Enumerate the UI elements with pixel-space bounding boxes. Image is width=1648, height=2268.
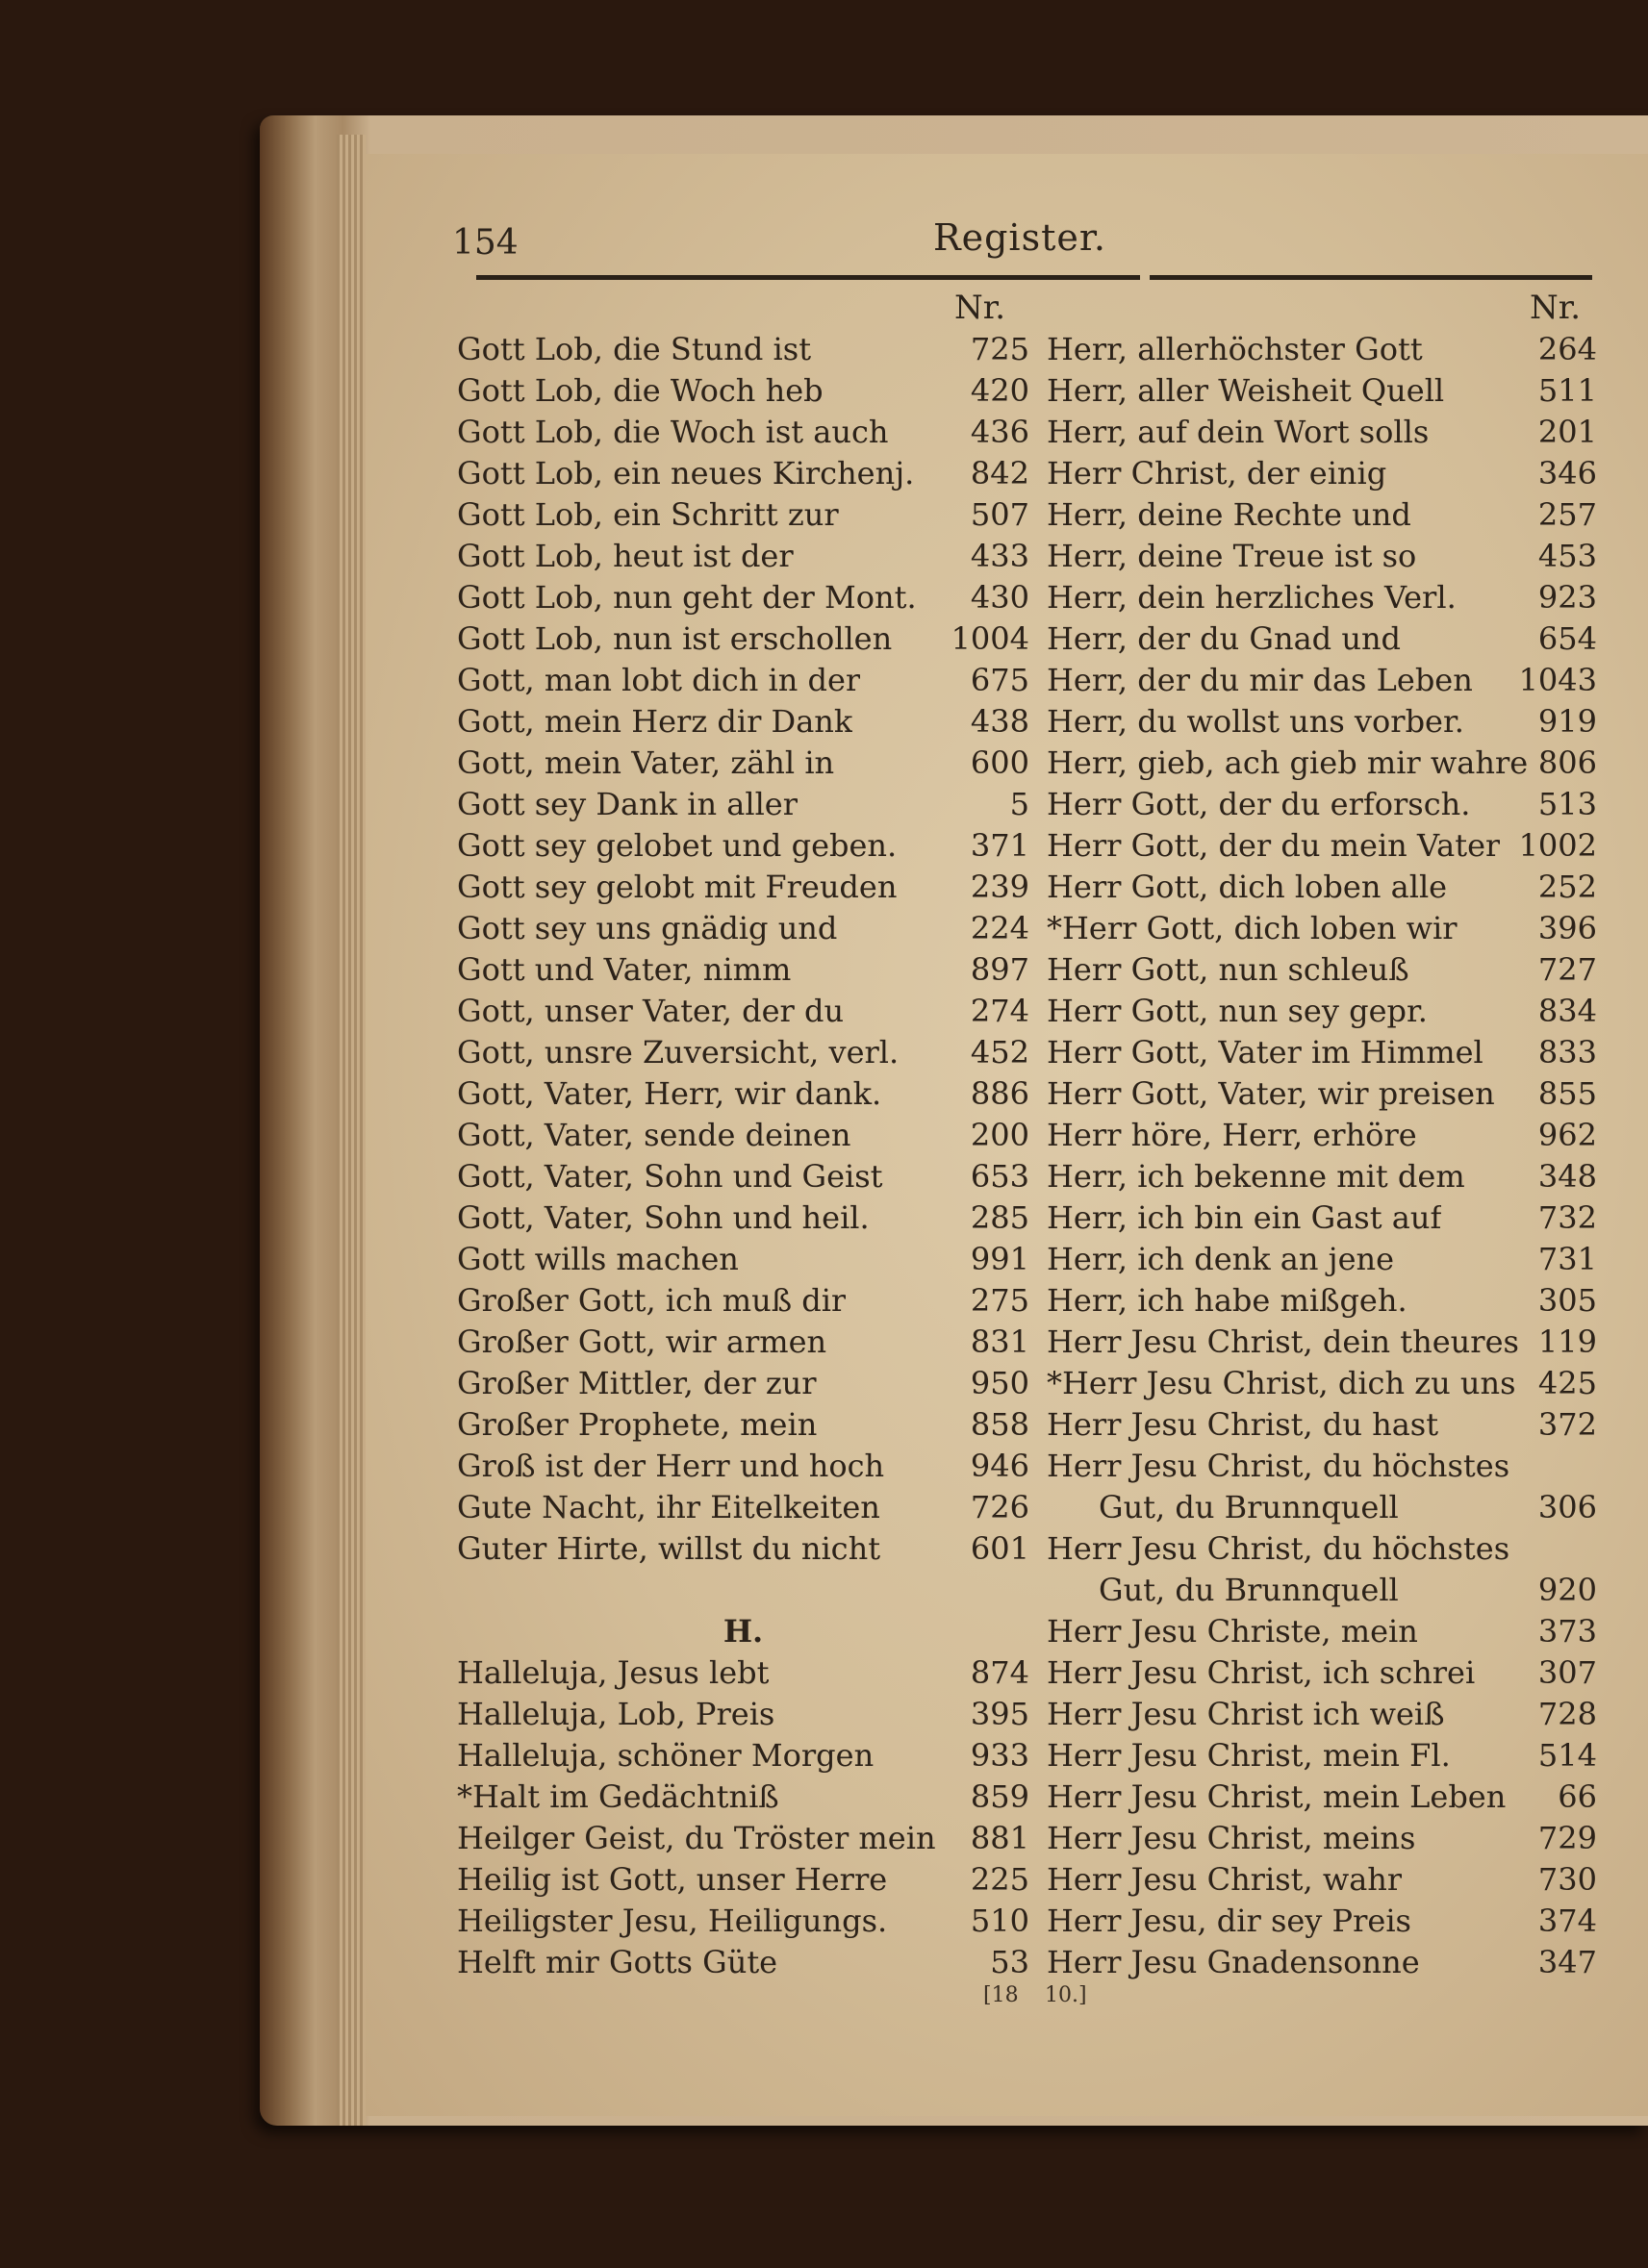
register-entry xyxy=(1047,1942,1597,1983)
register-entry xyxy=(457,991,1029,1032)
entry-number: 346 xyxy=(1537,455,1597,491)
register-entry xyxy=(1047,908,1597,949)
register-entry xyxy=(1047,1735,1597,1777)
entry-number: 513 xyxy=(1537,786,1597,822)
register-entry xyxy=(457,1404,1029,1446)
section-letter-text: H. xyxy=(723,1613,764,1650)
section-letter xyxy=(457,1611,1029,1652)
entry-number: 729 xyxy=(1537,1820,1597,1856)
entry-title: Gott Lob, ein Schritt zur xyxy=(457,496,839,533)
register-entry xyxy=(457,1487,1029,1528)
entry-title: Gott, Vater, Sohn und Geist xyxy=(457,1158,883,1195)
entry-number: 510 xyxy=(970,1903,1029,1939)
register-entry xyxy=(457,618,1029,660)
entry-number: 991 xyxy=(970,1241,1029,1277)
entry-title: Herr, du wollst uns vorber. xyxy=(1047,703,1464,740)
entry-title: Herr Jesu Christ, ich schrei xyxy=(1047,1654,1476,1691)
register-entry xyxy=(457,1197,1029,1239)
register-entry xyxy=(457,536,1029,577)
register-entry xyxy=(1047,1694,1597,1735)
entry-number: 962 xyxy=(1537,1117,1597,1153)
entry-title: Gott wills machen xyxy=(457,1241,739,1277)
entry-title: Großer Gott, wir armen xyxy=(457,1323,827,1360)
entry-number: 452 xyxy=(970,1034,1029,1071)
entry-number: 923 xyxy=(1537,579,1597,616)
entry-title: Großer Mittler, der zur xyxy=(457,1365,817,1401)
register-entry xyxy=(457,1652,1029,1694)
entry-number: 654 xyxy=(1537,620,1597,657)
register-entry xyxy=(1047,1197,1597,1239)
entry-number: 726 xyxy=(970,1489,1029,1525)
entry-number: 600 xyxy=(970,744,1029,781)
entry-number: 919 xyxy=(1537,703,1597,740)
register-entry xyxy=(1047,1487,1597,1528)
register-entry xyxy=(1047,1570,1597,1611)
entry-number: 307 xyxy=(1537,1654,1597,1691)
entry-title: Herr Jesu Christ ich weiß xyxy=(1047,1696,1445,1732)
register-entry xyxy=(457,1859,1029,1901)
register-entry xyxy=(457,660,1029,701)
register-entry xyxy=(457,494,1029,536)
entry-title: Herr Jesu Christ, du höchstes xyxy=(1047,1448,1510,1484)
entry-number: 372 xyxy=(1537,1406,1597,1443)
entry-title: Groß ist der Herr und hoch xyxy=(457,1448,885,1484)
entry-number: 653 xyxy=(970,1158,1029,1195)
entry-number: 53 xyxy=(990,1944,1029,1980)
entry-title: Gott, mein Herz dir Dank xyxy=(457,703,853,740)
register-entry xyxy=(457,784,1029,825)
entry-number: 933 xyxy=(970,1737,1029,1774)
entry-title: Herr Gott, nun schleuß xyxy=(1047,951,1409,988)
entry-title: Gott Lob, nun ist erschollen xyxy=(457,620,893,657)
entry-title: Halleluja, Jesus lebt xyxy=(457,1654,770,1691)
entry-title: Herr, ich habe mißgeh. xyxy=(1047,1282,1407,1319)
register-entry xyxy=(1047,949,1597,991)
register-entry xyxy=(1047,453,1597,494)
entry-number: 511 xyxy=(1537,372,1597,409)
entry-title: Gott und Vater, nimm xyxy=(457,951,792,988)
entry-title: Gott Lob, ein neues Kirchenj. xyxy=(457,455,915,491)
entry-title: Herr Jesu Christe, mein xyxy=(1047,1613,1418,1650)
entry-number: 834 xyxy=(1537,993,1597,1029)
entry-number: 347 xyxy=(1537,1944,1597,1980)
entry-title: Gott sey gelobet und geben. xyxy=(457,827,898,864)
entry-title: Herr, ich bekenne mit dem xyxy=(1047,1158,1465,1195)
entry-number: 275 xyxy=(970,1282,1029,1319)
register-entry xyxy=(1047,1404,1597,1446)
register-entry xyxy=(1047,536,1597,577)
register-entry xyxy=(457,329,1029,370)
blank-row xyxy=(457,1570,1029,1611)
register-entry xyxy=(457,701,1029,743)
entry-number: 731 xyxy=(1537,1241,1597,1277)
register-entry xyxy=(457,1818,1029,1859)
register-entry xyxy=(1047,1859,1597,1901)
register-entry xyxy=(457,1901,1029,1942)
entry-title: Herr Gott, nun sey gepr. xyxy=(1047,993,1428,1029)
register-entry xyxy=(457,1032,1029,1073)
entry-title: Herr Christ, der einig xyxy=(1047,455,1387,491)
entry-number: 920 xyxy=(1537,1572,1597,1608)
entry-number: 5 xyxy=(1009,786,1029,822)
entry-title: *Herr Jesu Christ, dich zu uns xyxy=(1047,1365,1516,1401)
register-entry xyxy=(1047,743,1597,784)
register-entry xyxy=(457,412,1029,453)
register-entry xyxy=(457,1115,1029,1156)
entry-title: Gott sey Dank in aller xyxy=(457,786,799,822)
register-entry xyxy=(1047,991,1597,1032)
entry-title: Gott Lob, die Stund ist xyxy=(457,331,812,367)
entry-title: Heiligster Jesu, Heiligungs. xyxy=(457,1903,888,1939)
register-entry xyxy=(457,743,1029,784)
entry-title: Gott Lob, die Woch heb xyxy=(457,372,824,409)
entry-number: 727 xyxy=(1537,951,1597,988)
entry-number: 675 xyxy=(970,662,1029,698)
register-entry xyxy=(1047,1073,1597,1115)
register-entry xyxy=(1047,1280,1597,1322)
entry-title: Großer Gott, ich muß dir xyxy=(457,1282,847,1319)
register-entry xyxy=(1047,1652,1597,1694)
register-entry xyxy=(457,577,1029,618)
entry-number: 433 xyxy=(970,538,1029,574)
entry-number: 200 xyxy=(970,1117,1029,1153)
entry-title: Herr, gieb, ach gieb mir wahre xyxy=(1047,744,1529,781)
register-entry xyxy=(457,1280,1029,1322)
entry-title: Herr, allerhöchster Gott xyxy=(1047,331,1423,367)
entry-title: Halleluja, Lob, Preis xyxy=(457,1696,775,1732)
entry-title: Gott Lob, heut ist der xyxy=(457,538,794,574)
entry-title: Gott, Vater, sende deinen xyxy=(457,1117,851,1153)
entry-title: *Herr Gott, dich loben wir xyxy=(1047,910,1458,946)
entry-number: 371 xyxy=(970,827,1029,864)
entry-number: 66 xyxy=(1558,1778,1597,1815)
register-entry xyxy=(1047,1901,1597,1942)
register-entry xyxy=(457,1528,1029,1570)
entry-number: 225 xyxy=(970,1861,1029,1898)
entry-title: Gut, du Brunnquell xyxy=(1099,1572,1399,1608)
entry-title: Herr, deine Rechte und xyxy=(1047,496,1411,533)
entry-number: 897 xyxy=(970,951,1029,988)
entry-title: Guter Hirte, willst du nicht xyxy=(457,1530,881,1567)
entry-number: 438 xyxy=(970,703,1029,740)
entry-number: 374 xyxy=(1537,1903,1597,1939)
entry-title: Herr Gott, der du erforsch. xyxy=(1047,786,1471,822)
entry-number: 430 xyxy=(970,579,1029,616)
entry-title: Herr höre, Herr, erhöre xyxy=(1047,1117,1417,1153)
entry-title: Gott, mein Vater, zähl in xyxy=(457,744,835,781)
column-header-right: Nr. xyxy=(1530,289,1582,327)
entry-number: 601 xyxy=(970,1530,1029,1567)
register-entry xyxy=(457,1942,1029,1983)
register-entry xyxy=(457,453,1029,494)
entry-title: Herr Jesu, dir sey Preis xyxy=(1047,1903,1411,1939)
entry-number: 257 xyxy=(1537,496,1597,533)
register-entry xyxy=(1047,1239,1597,1280)
entry-title: *Halt im Gedächtniß xyxy=(457,1778,779,1815)
entry-title: Herr Gott, Vater, wir preisen xyxy=(1047,1075,1495,1112)
entry-number: 264 xyxy=(1537,331,1597,367)
entry-title: Herr Jesu Gnadensonne xyxy=(1047,1944,1420,1980)
page-stack-edge xyxy=(337,135,366,2126)
entry-title: Herr Gott, Vater im Himmel xyxy=(1047,1034,1483,1071)
page-title: Register. xyxy=(933,216,1106,259)
register-entry xyxy=(1047,494,1597,536)
entry-title: Gott Lob, nun geht der Mont. xyxy=(457,579,917,616)
entry-title: Gott sey uns gnädig und xyxy=(457,910,838,946)
register-entry xyxy=(1047,825,1597,867)
entry-number: 453 xyxy=(1537,538,1597,574)
entry-number: 842 xyxy=(970,455,1029,491)
register-entry xyxy=(457,370,1029,412)
register-entry xyxy=(1047,1611,1597,1652)
entry-title: Herr, deine Treue ist so xyxy=(1047,538,1417,574)
register-entry xyxy=(1047,1446,1597,1487)
register-entry xyxy=(457,1694,1029,1735)
register-entry xyxy=(1047,329,1597,370)
entry-number: 806 xyxy=(1537,744,1597,781)
entry-number: 305 xyxy=(1537,1282,1597,1319)
register-entry xyxy=(1047,412,1597,453)
entry-number: 306 xyxy=(1537,1489,1597,1525)
header-rule-right xyxy=(1150,275,1592,280)
register-entry xyxy=(1047,577,1597,618)
register-entry xyxy=(457,1446,1029,1487)
entry-number: 833 xyxy=(1537,1034,1597,1071)
register-entry xyxy=(1047,1818,1597,1859)
entry-number: 514 xyxy=(1537,1737,1597,1774)
entry-title: Heilig ist Gott, unser Herre xyxy=(457,1861,888,1898)
entry-title: Herr Jesu Christ, meins xyxy=(1047,1820,1416,1856)
register-entry xyxy=(1047,1156,1597,1197)
register-entry xyxy=(1047,1363,1597,1404)
entry-title: Herr, ich bin ein Gast auf xyxy=(1047,1199,1442,1236)
register-entry xyxy=(1047,370,1597,412)
entry-title: Herr Jesu Christ, dein theures xyxy=(1047,1323,1519,1360)
register-entry xyxy=(457,1735,1029,1777)
entry-number: 436 xyxy=(970,414,1029,450)
header-rule-left xyxy=(476,275,1140,280)
entry-title: Herr Jesu Christ, mein Leben xyxy=(1047,1778,1507,1815)
entry-title: Herr Gott, der du mein Vater xyxy=(1047,827,1501,864)
entry-title: Helft mir Gotts Güte xyxy=(457,1944,778,1980)
entry-title: Herr, ich denk an jene xyxy=(1047,1241,1395,1277)
entry-number: 224 xyxy=(970,910,1029,946)
entry-number: 725 xyxy=(970,331,1029,367)
entry-number: 507 xyxy=(970,496,1029,533)
entry-title: Herr, dein herzliches Verl. xyxy=(1047,579,1457,616)
register-column-left xyxy=(457,329,1029,1983)
entry-number: 395 xyxy=(970,1696,1029,1732)
entry-title: Heilger Geist, du Tröster mein xyxy=(457,1820,936,1856)
register-entry xyxy=(1047,701,1597,743)
entry-title: Herr, auf dein Wort solls xyxy=(1047,414,1430,450)
register-entry xyxy=(1047,660,1597,701)
entry-number: 373 xyxy=(1537,1613,1597,1650)
signature-mark-right: 10.] xyxy=(1045,1983,1087,2007)
entry-title: Herr, der du Gnad und xyxy=(1047,620,1402,657)
register-entry xyxy=(457,1322,1029,1363)
entry-title: Gott, Vater, Sohn und heil. xyxy=(457,1199,870,1236)
entry-number: 946 xyxy=(970,1448,1029,1484)
register-entry xyxy=(1047,867,1597,908)
entry-title: Gut, du Brunnquell xyxy=(1099,1489,1399,1525)
entry-title: Herr Jesu Christ, du hast xyxy=(1047,1406,1439,1443)
register-entry xyxy=(457,825,1029,867)
entry-number: 274 xyxy=(970,993,1029,1029)
entry-title: Gott Lob, die Woch ist auch xyxy=(457,414,889,450)
entry-number: 201 xyxy=(1537,414,1597,450)
register-entry xyxy=(457,949,1029,991)
entry-number: 348 xyxy=(1537,1158,1597,1195)
entry-number: 728 xyxy=(1537,1696,1597,1732)
register-entry xyxy=(457,1239,1029,1280)
entry-title: Gott, Vater, Herr, wir dank. xyxy=(457,1075,882,1112)
register-entry xyxy=(1047,1322,1597,1363)
entry-number: 119 xyxy=(1537,1323,1597,1360)
entry-number: 858 xyxy=(970,1406,1029,1443)
entry-number: 252 xyxy=(1537,869,1597,905)
register-entry xyxy=(1047,1115,1597,1156)
entry-number: 1002 xyxy=(1518,827,1597,864)
entry-number: 730 xyxy=(1537,1861,1597,1898)
entry-number: 886 xyxy=(970,1075,1029,1112)
entry-number: 239 xyxy=(970,869,1029,905)
entry-title: Herr Jesu Christ, wahr xyxy=(1047,1861,1403,1898)
entry-number: 285 xyxy=(970,1199,1029,1236)
entry-title: Gute Nacht, ihr Eitelkeiten xyxy=(457,1489,880,1525)
register-entry xyxy=(1047,1528,1597,1570)
entry-number: 950 xyxy=(970,1365,1029,1401)
entry-title: Herr, der du mir das Leben xyxy=(1047,662,1473,698)
entry-number: 732 xyxy=(1537,1199,1597,1236)
register-entry xyxy=(1047,618,1597,660)
signature-mark-left: [18 xyxy=(983,1983,1019,2007)
entry-title: Halleluja, schöner Morgen xyxy=(457,1737,875,1774)
page-number: 154 xyxy=(452,223,519,263)
entry-number: 831 xyxy=(970,1323,1029,1360)
entry-number: 881 xyxy=(970,1820,1029,1856)
register-entry xyxy=(457,1777,1029,1818)
entry-number: 874 xyxy=(970,1654,1029,1691)
entry-number: 855 xyxy=(1537,1075,1597,1112)
entry-title: Herr Jesu Christ, du höchstes xyxy=(1047,1530,1510,1567)
register-entry xyxy=(1047,1777,1597,1818)
entry-title: Herr, aller Weisheit Quell xyxy=(1047,372,1445,409)
entry-title: Gott, unser Vater, der du xyxy=(457,993,845,1029)
entry-title: Gott sey gelobt mit Freuden xyxy=(457,869,898,905)
entry-title: Herr Gott, dich loben alle xyxy=(1047,869,1448,905)
entry-number: 859 xyxy=(970,1778,1029,1815)
entry-title: Gott, man lobt dich in der xyxy=(457,662,861,698)
register-entry xyxy=(1047,1032,1597,1073)
entry-number: 1004 xyxy=(951,620,1029,657)
column-header-left: Nr. xyxy=(954,289,1006,327)
entry-number: 420 xyxy=(970,372,1029,409)
entry-title: Gott, unsre Zuversicht, verl. xyxy=(457,1034,900,1071)
entry-title: Herr Jesu Christ, mein Fl. xyxy=(1047,1737,1451,1774)
register-entry xyxy=(457,1156,1029,1197)
entry-title: Großer Prophete, mein xyxy=(457,1406,818,1443)
entry-number: 1043 xyxy=(1518,662,1597,698)
entry-number: 425 xyxy=(1537,1365,1597,1401)
register-entry xyxy=(457,1073,1029,1115)
register-column-right xyxy=(1047,329,1597,1983)
entry-number: 396 xyxy=(1537,910,1597,946)
register-entry xyxy=(457,908,1029,949)
register-entry xyxy=(457,867,1029,908)
register-entry xyxy=(457,1363,1029,1404)
register-entry xyxy=(1047,784,1597,825)
